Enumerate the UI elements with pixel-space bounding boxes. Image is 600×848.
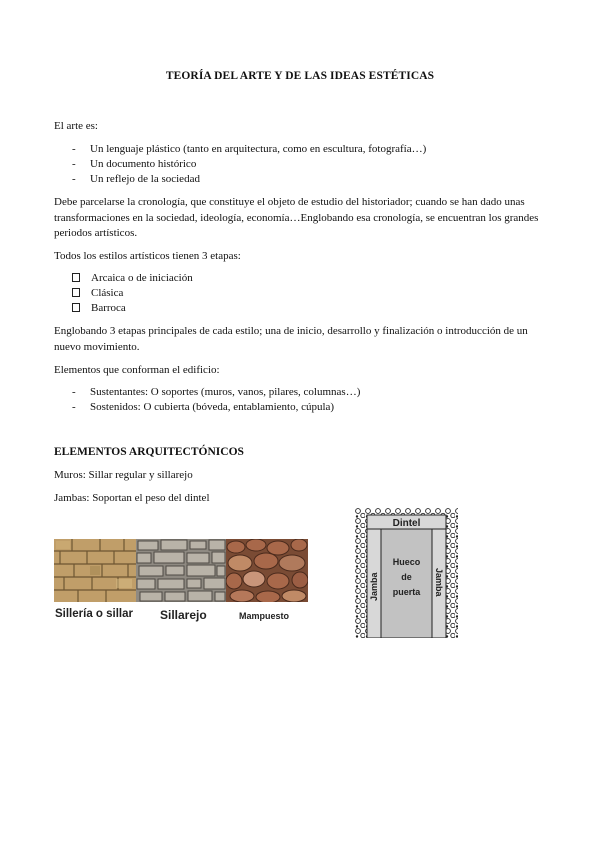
paragraph-englobando: Englobando 3 etapas principales de cada estilo; una de inicio, desarrollo y finalización o introducción de un nuevo movimiento. [54, 325, 528, 353]
etapas-intro: Todos los estilos artísticos tienen 3 etapas: [54, 250, 241, 262]
page-title: TEORÍA DEL ARTE Y DE LAS IDEAS ESTÉTICAS [165, 70, 435, 82]
checkbox-bullet-icon [72, 273, 80, 282]
muros-text: Muros: Sillar regular y sillarejo [54, 469, 193, 481]
section-heading: ELEMENTOS ARQUITECTÓNICOS [54, 446, 244, 458]
elementos-intro: Elementos que conforman el edificio: [54, 364, 220, 376]
checkbox-bullet-icon [72, 303, 80, 312]
list-item: - Un reflejo de la sociedad [72, 173, 200, 185]
list-item: Barroca [72, 301, 126, 317]
jambas-text: Jambas: Soportan el peso del dintel [54, 492, 210, 504]
paragraph-cronologia: Debe parcelarse la cronología, que constituye el objeto de estudio del historiador; cuando se han dado unas transformaciones en la sociedad, ideología, economía…Englobando esa cronología, se encuentran los grandes periodos artísticos. [54, 196, 539, 239]
door-diagram [355, 508, 458, 638]
silleria-wall-image [54, 539, 136, 602]
mampuesto-wall-image [226, 539, 308, 602]
list-item: - Sustentantes: O soportes (muros, vanos, pilares, columnas…) [72, 386, 361, 398]
sillarejo-wall-image [136, 539, 226, 602]
list-item: - Un documento histórico [72, 158, 197, 170]
list-item: Clásica [72, 286, 123, 302]
caption-mampuesto: Mampuesto [239, 611, 290, 621]
intro-text: El arte es: [54, 120, 98, 132]
dintel-label: Dintel [392, 518, 421, 529]
list-item: - Un lenguaje plástico (tanto en arquitectura, como en escultura, fotografía…) [72, 143, 427, 155]
jamba-right-label: Jamba [434, 568, 444, 597]
list-item: - Sostenidos: O cubierta (bóveda, entablamiento, cúpula) [72, 401, 335, 413]
caption-sillarejo: Sillarejo [160, 608, 207, 622]
hueco-label: puerta [392, 587, 421, 597]
checkbox-bullet-icon [72, 288, 80, 297]
hueco-label: de [401, 572, 412, 582]
jamba-left-label: Jamba [369, 572, 379, 601]
caption-silleria: Sillería o sillar [55, 608, 133, 620]
hueco-label: Hueco [392, 557, 421, 567]
list-item: Arcaica o de iniciación [72, 271, 193, 287]
